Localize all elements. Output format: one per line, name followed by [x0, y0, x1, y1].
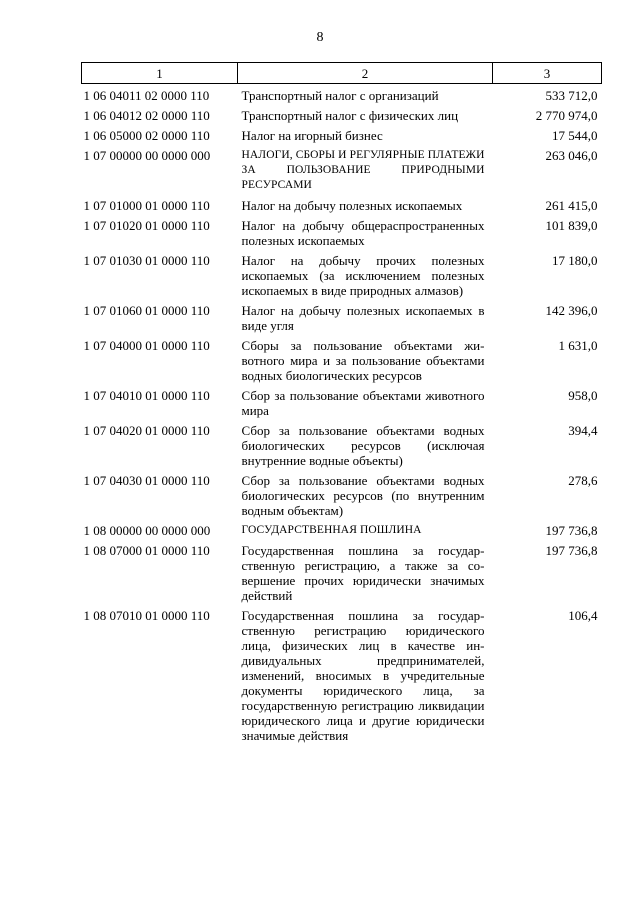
- classification-code: 1 07 04030 01 0000 110: [83, 473, 210, 488]
- revenue-item-name: Сбор за пользование объектами водных биологических ресурсов (по внутренним водным объектам): [241, 473, 485, 518]
- column-header-name: 2: [238, 63, 493, 84]
- classification-code: 1 08 00000 00 0000 000: [83, 523, 211, 538]
- revenue-item-name: Налог на добычу полезных ископаемых: [241, 198, 463, 213]
- classification-code: 1 06 05000 02 0000 110: [83, 128, 210, 143]
- classification-code: 1 08 07010 01 0000 110: [83, 608, 210, 623]
- table-row: [82, 423, 602, 473]
- table-row: [82, 148, 602, 198]
- revenue-amount: 197 736,8: [545, 523, 598, 538]
- classification-code: 1 07 01000 01 0000 110: [83, 198, 210, 213]
- revenue-amount: 142 396,0: [545, 303, 598, 318]
- table-row: [82, 253, 602, 303]
- revenue-amount: 263 046,0: [545, 148, 598, 163]
- column-header-code: 1: [82, 63, 238, 84]
- column-header-amount: 3: [493, 63, 602, 84]
- revenue-amount: 261 415,0: [545, 198, 598, 213]
- revenue-item-name: ГОСУДАРСТВЕННАЯ ПОШЛИНА: [241, 524, 422, 536]
- table-header-row: [82, 63, 602, 84]
- table-row: [82, 198, 602, 218]
- revenue-item-name: Транспортный налог с физических лиц: [241, 108, 459, 123]
- page-number: 8: [316, 30, 324, 45]
- revenue-amount: 2 770 974,0: [535, 108, 598, 123]
- revenue-amount: 197 736,8: [545, 543, 598, 558]
- revenue-amount: 278,6: [568, 473, 598, 488]
- revenue-item-name: Налог на добычу общераспространенных полезных ископаемых: [241, 218, 485, 248]
- revenue-item-name: Налог на добычу полезных ископаемых в виде угля: [241, 303, 485, 333]
- revenue-item-name: Транспортный налог с организаций: [241, 88, 439, 103]
- table-row: [82, 543, 602, 608]
- table-row: [82, 218, 602, 253]
- classification-code: 1 07 01020 01 0000 110: [83, 218, 210, 233]
- revenue-item-name: Государственная пошлина за государственную регистрацию, а также за совершение прочих юридически значимых действий: [241, 543, 485, 603]
- revenue-item-name: Сборы за пользование объектами животного мира и за пользование объектами водных биологических ресурсов: [241, 338, 485, 383]
- revenue-item-name: Сбор за пользование объектами водных биологических ресурсов (исключая внутренние водные объекты): [241, 423, 485, 468]
- revenue-item-name: Сбор за пользование объектами животного мира: [241, 388, 485, 418]
- table-row: [82, 608, 602, 748]
- classification-code: 1 07 04000 01 0000 110: [83, 338, 210, 353]
- revenue-amount: 958,0: [568, 388, 598, 403]
- classification-code: 1 07 01030 01 0000 110: [83, 253, 210, 268]
- table-row: [82, 84, 602, 109]
- revenue-amount: 101 839,0: [545, 218, 598, 233]
- classification-code: 1 07 04010 01 0000 110: [83, 388, 210, 403]
- table-row: [82, 303, 602, 338]
- classification-code: 1 07 04020 01 0000 110: [83, 423, 210, 438]
- classification-code: 1 07 00000 00 0000 000: [83, 148, 211, 163]
- table-body: [82, 84, 602, 749]
- classification-code: 1 06 04012 02 0000 110: [83, 108, 210, 123]
- budget-revenue-table: [81, 62, 602, 748]
- classification-code: 1 07 01060 01 0000 110: [83, 303, 210, 318]
- revenue-item-name: Налог на игорный бизнес: [241, 128, 383, 143]
- table-row: [82, 473, 602, 523]
- classification-code: 1 08 07000 01 0000 110: [83, 543, 210, 558]
- table-row: [82, 108, 602, 128]
- revenue-amount: 17 544,0: [552, 128, 598, 143]
- revenue-item-name: Налог на добычу прочих полезных ископаемых (за исключением полезных ископаемых в виде природных алмазов): [241, 253, 485, 298]
- table-row: [82, 338, 602, 388]
- table-row: [82, 128, 602, 148]
- table-row: [82, 523, 602, 543]
- revenue-item-name: НАЛОГИ, СБОРЫ И РЕГУЛЯРНЫЕ ПЛАТЕЖИ ЗА ПОЛЬЗОВАНИЕ ПРИРОДНЫМИ РЕСУРСАМИ: [241, 149, 485, 191]
- revenue-amount: 1 631,0: [558, 338, 598, 353]
- revenue-amount: 106,4: [568, 608, 598, 623]
- revenue-amount: 394,4: [568, 423, 598, 438]
- classification-code: 1 06 04011 02 0000 110: [83, 88, 210, 103]
- revenue-amount: 17 180,0: [552, 253, 598, 268]
- table-row: [82, 388, 602, 423]
- revenue-item-name: Государственная пошлина за государственную регистрацию юридического лица, физических лиц в качестве индивидуальных предпринимателей, изменений, вносимых в учредительные документы юридического лица, за государственную регистрацию ликвидации юридического лица и другие юридически значимые действия: [241, 608, 485, 743]
- revenue-amount: 533 712,0: [545, 88, 598, 103]
